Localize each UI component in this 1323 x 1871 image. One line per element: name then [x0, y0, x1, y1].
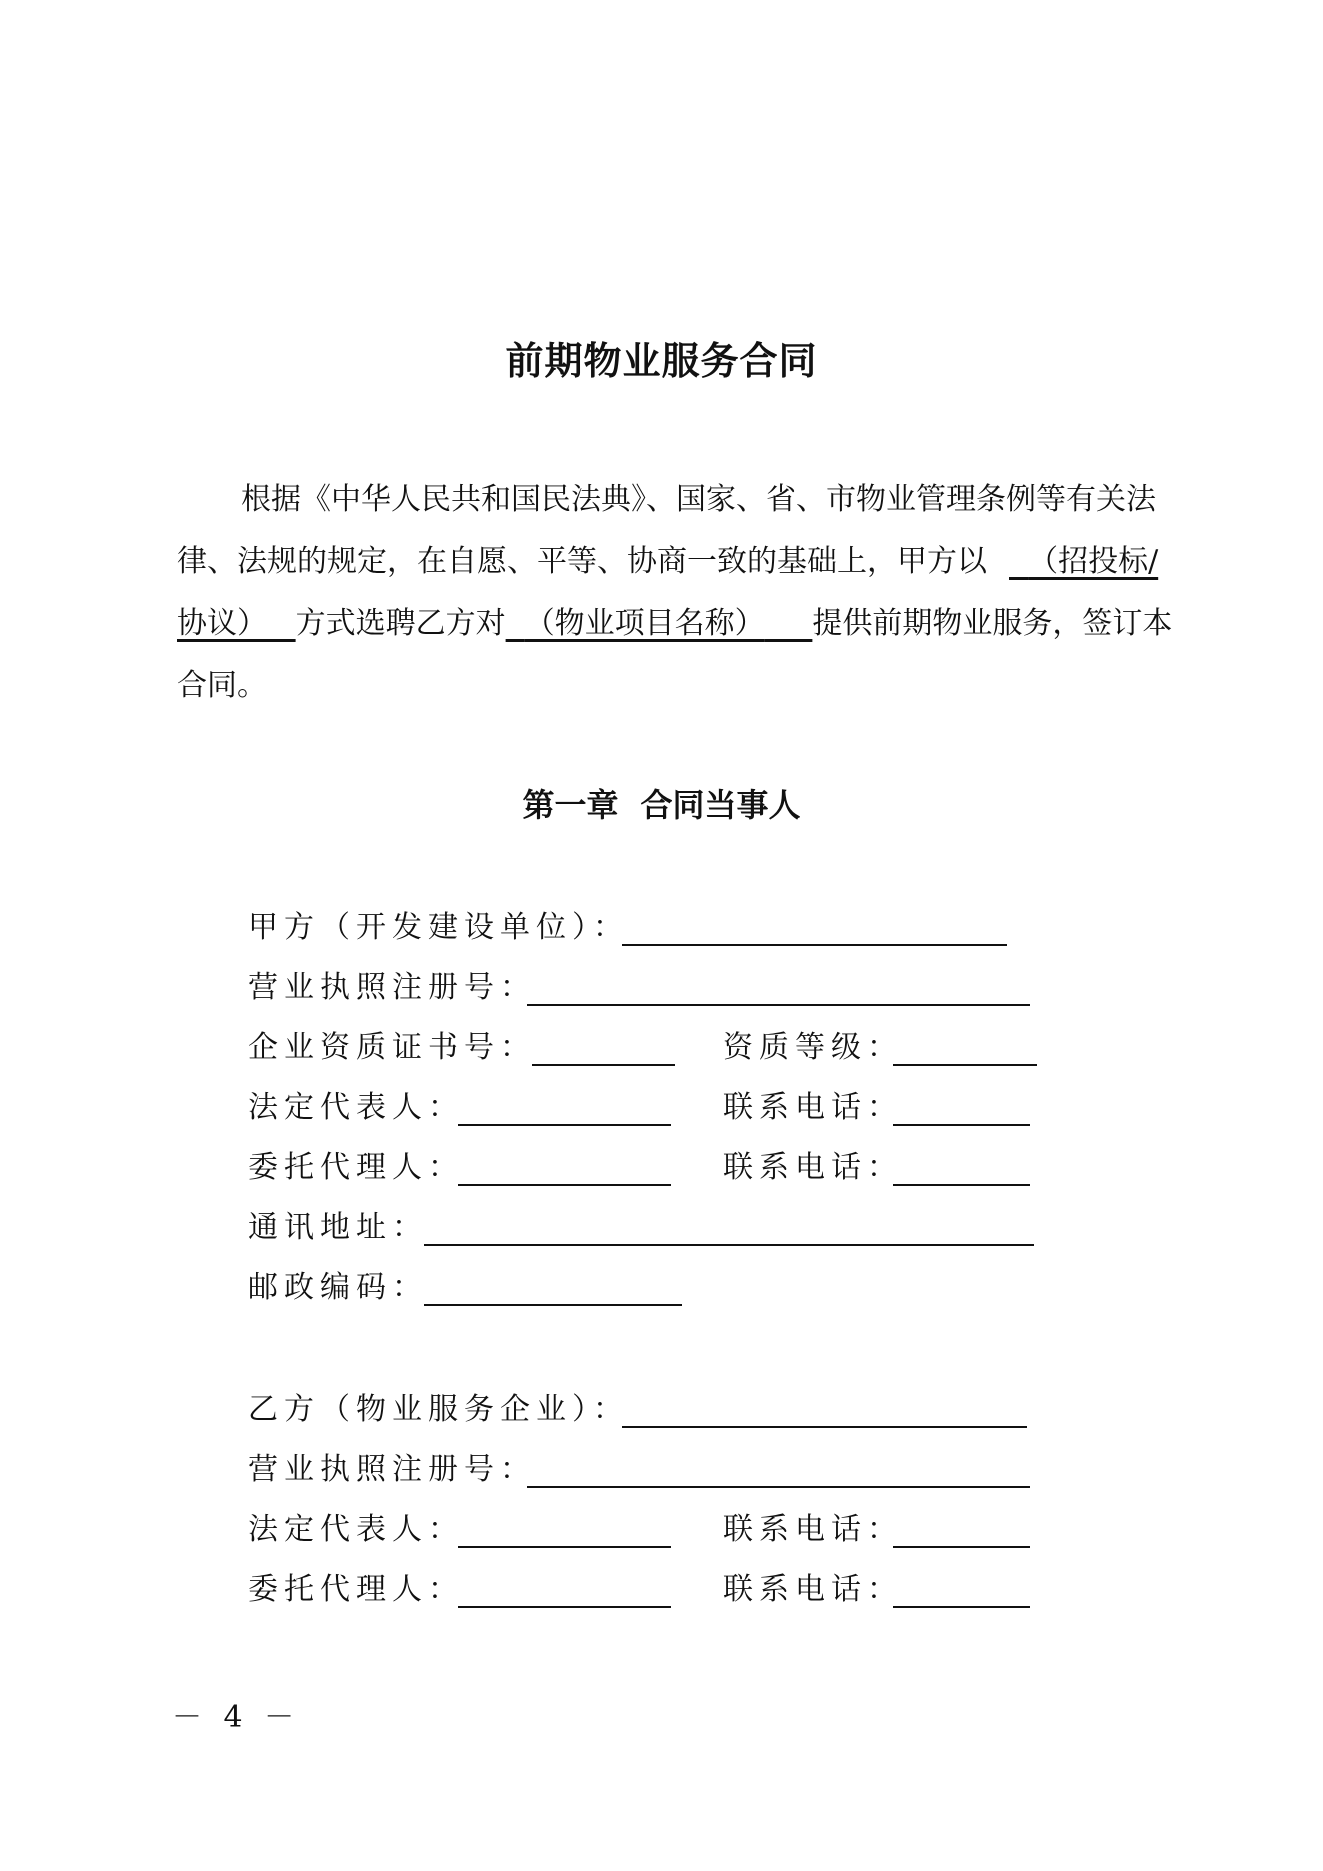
intro-line-2-text: 律、法规的规定，在自愿、平等、协商一致的基础上，甲方以 — [177, 544, 987, 579]
party-a-license-blank[interactable] — [527, 1004, 1030, 1006]
selection-method-blank — [1009, 544, 1158, 579]
party-a-grade-label: 资质等级： — [723, 1030, 903, 1065]
selection-method-text: （招投标/ — [1028, 544, 1159, 579]
party-b-license-blank[interactable] — [527, 1486, 1030, 1488]
selection-method-blank-cont — [177, 606, 296, 641]
page-number: － 4 － — [172, 1700, 301, 1735]
party-a-grade-blank[interactable] — [893, 1064, 1037, 1066]
party-b-phone-blank[interactable] — [893, 1546, 1030, 1548]
party-a-address-label: 通讯地址： — [248, 1210, 428, 1245]
party-a-name-label: 甲方（开发建设单位）： — [248, 910, 629, 945]
party-a-postcode-blank[interactable] — [424, 1304, 682, 1306]
project-name-blank — [506, 606, 813, 641]
party-a-phone-blank[interactable] — [893, 1124, 1030, 1126]
party-b-license-label: 营业执照注册号： — [248, 1452, 536, 1487]
intro-line-2 — [177, 532, 1158, 592]
project-name-text: （物业项目名称） — [524, 606, 765, 641]
party-a-cert-blank[interactable] — [532, 1064, 675, 1066]
chapter-heading — [0, 780, 1323, 826]
party-a-legal-rep-blank[interactable] — [458, 1124, 671, 1126]
party-a-address-blank[interactable] — [424, 1244, 1034, 1246]
party-a-postcode-label: 邮政编码： — [248, 1270, 428, 1305]
party-a-agent-blank[interactable] — [458, 1184, 671, 1186]
party-a-cert-label: 企业资质证书号： — [248, 1030, 536, 1065]
party-b-phone-label: 联系电话： — [723, 1512, 903, 1547]
intro-line-3-mid: 方式选聘乙方对 — [295, 606, 506, 641]
party-a-license-label: 营业执照注册号： — [248, 970, 536, 1005]
party-b-agent-label: 委托代理人： — [248, 1572, 464, 1607]
party-b-phone2-label: 联系电话： — [723, 1572, 903, 1607]
contract-title: 前期物业服务合同 — [505, 339, 818, 383]
party-b-legal-rep-label: 法定代表人： — [248, 1512, 464, 1547]
chapter-name: 合同当事人 — [640, 786, 801, 824]
party-a-name-blank[interactable] — [622, 944, 1007, 946]
intro-line-4: 合同。 — [177, 668, 267, 703]
party-a-phone-label: 联系电话： — [723, 1090, 903, 1125]
intro-line-3-post: 提供前期物业服务，签订本 — [812, 606, 1173, 641]
party-b-phone2-blank[interactable] — [893, 1606, 1030, 1608]
party-a-legal-rep-label: 法定代表人： — [248, 1090, 464, 1125]
selection-method-text-cont: 协议） — [177, 606, 267, 641]
intro-line-3 — [177, 594, 1172, 654]
intro-line-1: 根据《中华人民共和国民法典》、国家、省、市物业管理条例等有关法 — [241, 482, 1156, 517]
party-a-agent-label: 委托代理人： — [248, 1150, 464, 1185]
party-b-legal-rep-blank[interactable] — [458, 1546, 671, 1548]
chapter-number: 第一章 — [522, 786, 619, 824]
party-a-phone2-blank[interactable] — [893, 1184, 1030, 1186]
party-b-name-blank[interactable] — [622, 1426, 1027, 1428]
party-a-phone2-label: 联系电话： — [723, 1150, 903, 1185]
party-b-agent-blank[interactable] — [458, 1606, 671, 1608]
party-b-name-label: 乙方（物业服务企业）： — [248, 1392, 629, 1427]
